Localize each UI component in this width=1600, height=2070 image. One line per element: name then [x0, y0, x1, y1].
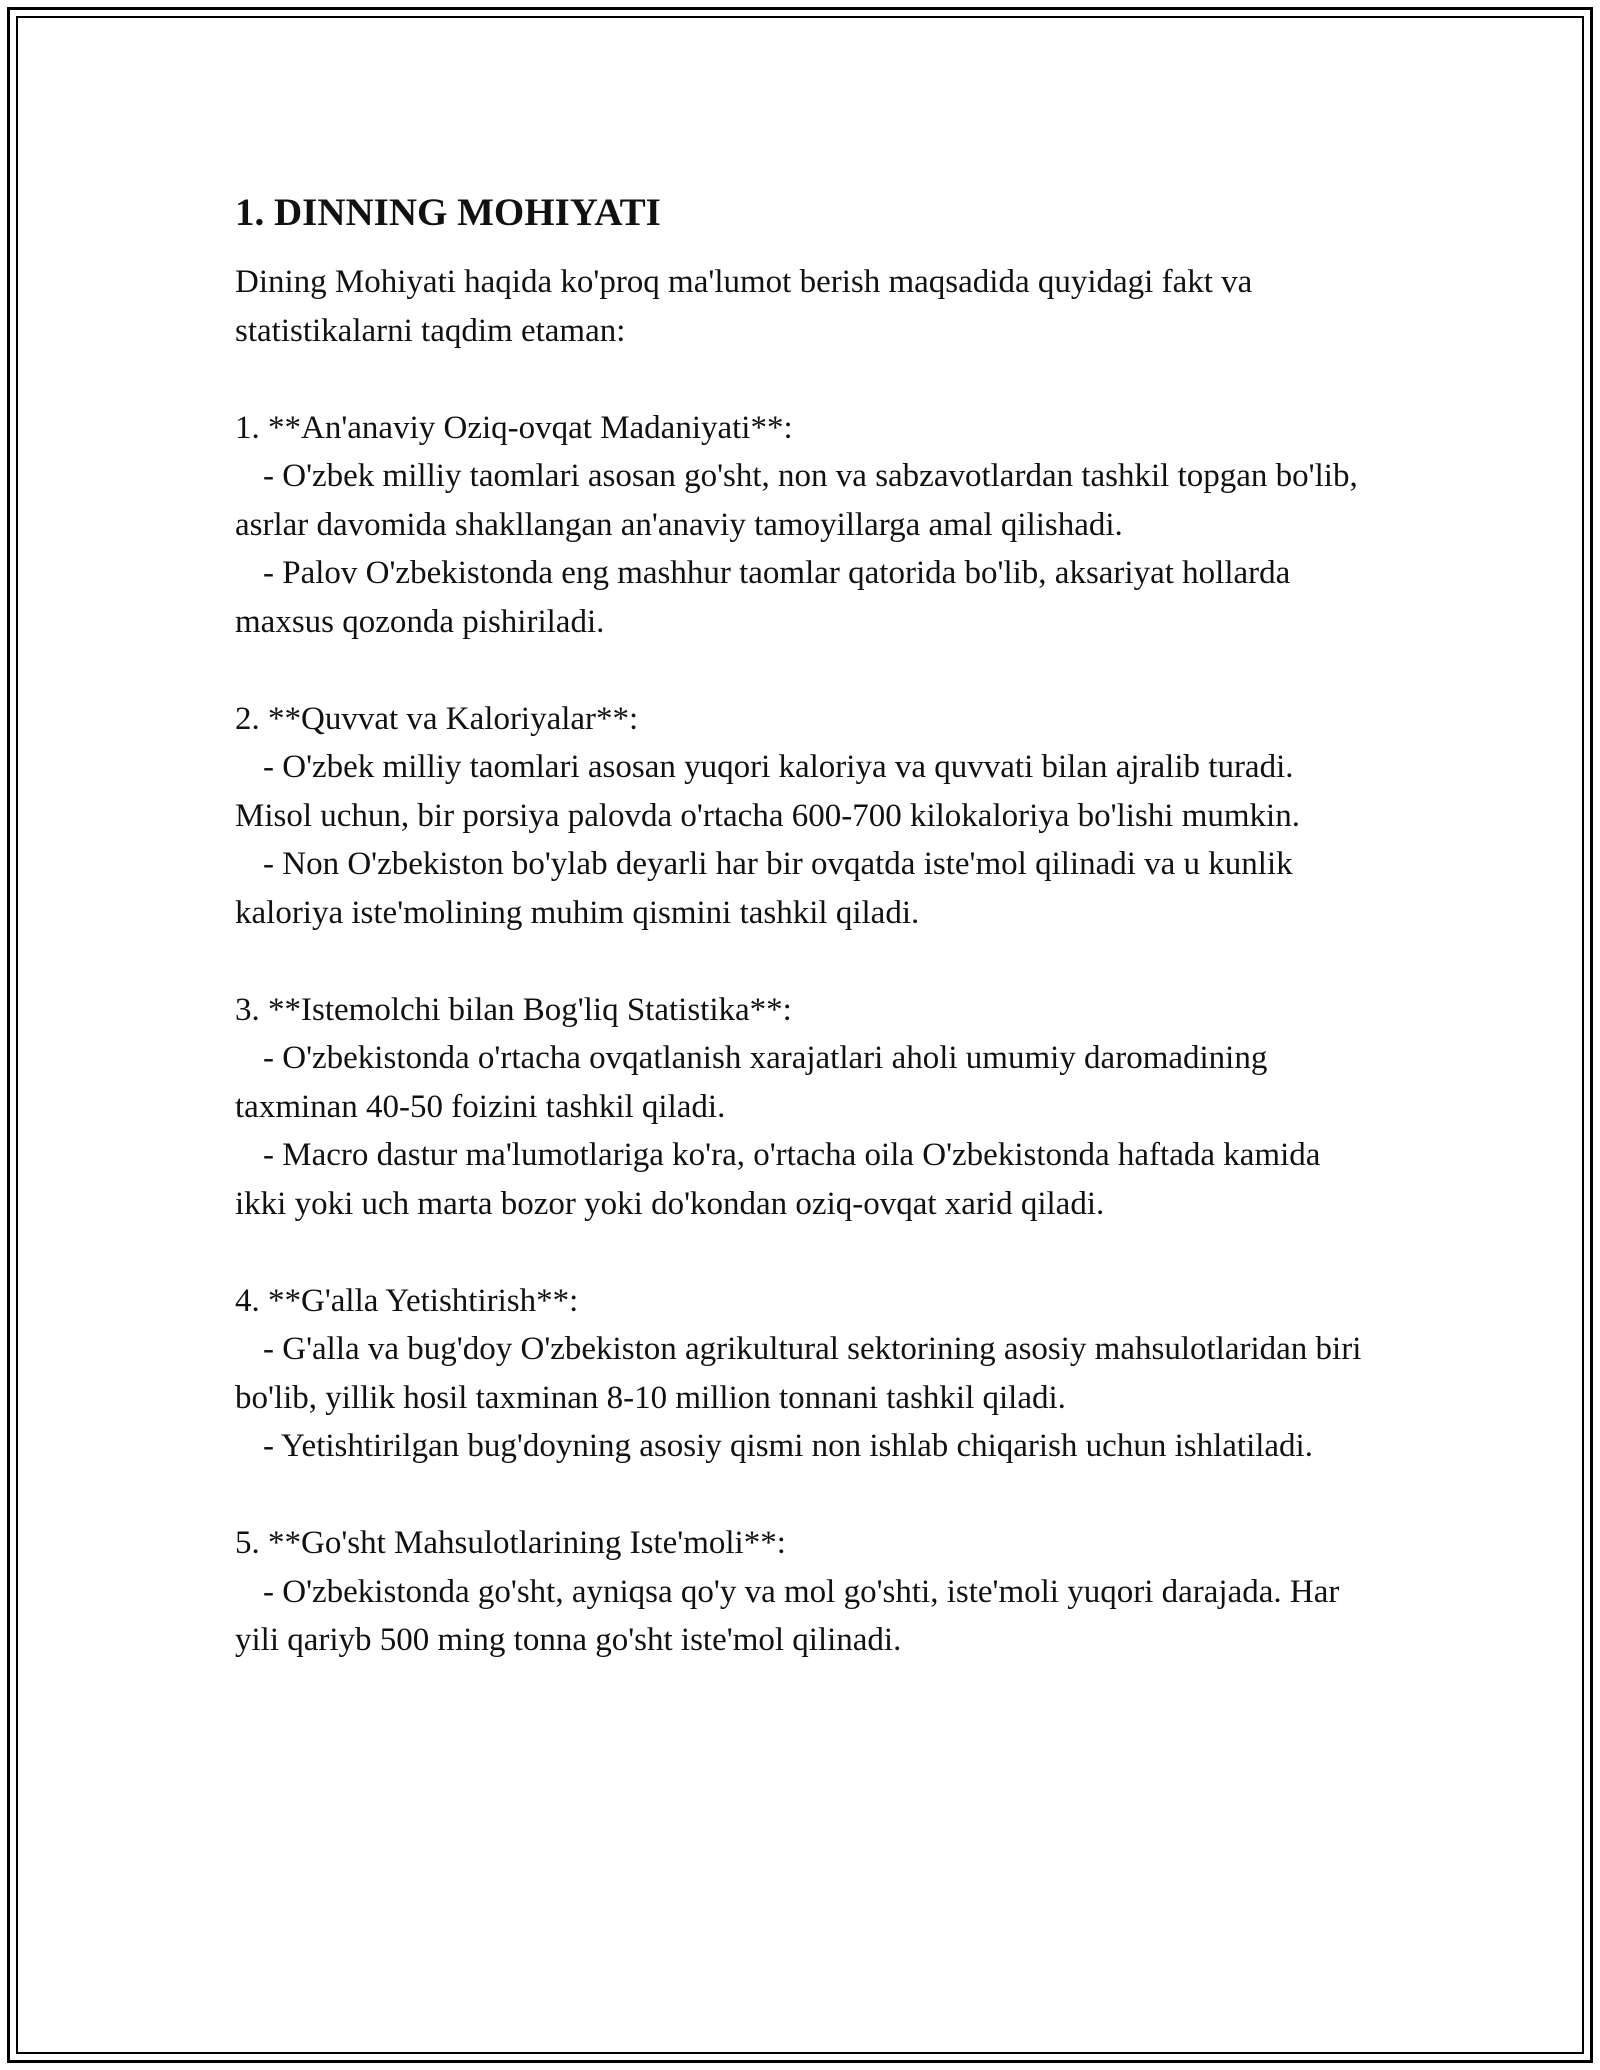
fact-bullet: - Palov O'zbekistonda eng mashhur taomlar qatorida bo'lib, aksariyat hollarda maxsus qozonda pishiriladi.	[235, 555, 1291, 640]
fact-title: 3. **Istemolchi bilan Bog'liq Statistika**:	[235, 991, 792, 1028]
fact-bullet: - O'zbek milliy taomlari asosan yuqori kaloriya va quvvati bilan ajralib turadi. Misol uchun, bir porsiya palovda o'rtacha 600-700 kilokaloriya bo'lishi mumkin.	[235, 749, 1300, 834]
fact-section-3	[235, 986, 1375, 1229]
fact-bullet: - Non O'zbekiston bo'ylab deyarli har bir ovqatda iste'mol qilinadi va u kunlik kaloriya iste'molining muhim qismini tashkil qiladi.	[235, 846, 1293, 931]
fact-title: 5. **Go'sht Mahsulotlarining Iste'moli**:	[235, 1525, 786, 1561]
fact-title: 4. **G'alla Yetishtirish**:	[235, 1282, 579, 1319]
fact-title: 1. **An'anaviy Oziq-ovqat Madaniyati**:	[235, 409, 793, 446]
fact-section-2	[235, 695, 1375, 938]
fact-section-5	[235, 1519, 1375, 1665]
fact-bullet: - Macro dastur ma'lumotlariga ko'ra, o'rtacha oila O'zbekistonda haftada kamida ikki yoki uch marta bozor yoki do'kondan oziq-ovqat xarid qiladi.	[235, 1137, 1321, 1222]
document-body	[235, 188, 1375, 1713]
fact-section-4	[235, 1277, 1375, 1471]
fact-bullet: - G'alla va bug'doy O'zbekiston agrikultural sektorining asosiy mahsulotlaridan biri bo'lib, yillik hosil taxminan 8-10 million tonnani tashkil qiladi.	[235, 1331, 1362, 1416]
intro-paragraph: Dining Mohiyati haqida ko'proq ma'lumot berish maqsadida quyidagi fakt va statistikalarni taqdim etaman:	[235, 264, 1253, 349]
section-heading: 1. DINNING MOHIYATI	[235, 191, 661, 234]
fact-bullet: - Yetishtirilgan bug'doyning asosiy qismi non ishlab chiqarish uchun ishlatiladi.	[263, 1428, 1313, 1464]
fact-title: 2. **Quvvat va Kaloriyalar**:	[235, 700, 639, 737]
fact-section-1	[235, 404, 1375, 647]
fact-bullet: - O'zbekistonda o'rtacha ovqatlanish xarajatlari aholi umumiy daromadining taxminan 40-50 foizini tashkil qiladi.	[235, 1040, 1268, 1125]
fact-bullet: - O'zbek milliy taomlari asosan go'sht, non va sabzavotlardan tashkil topgan bo'lib, asrlar davomida shakllangan an'anaviy tamoyillarga amal qilishadi.	[235, 458, 1358, 543]
fact-bullet: - O'zbekistonda go'sht, ayniqsa qo'y va mol go'shti, iste'moli yuqori darajada. Har yili qariyb 500 ming tonna go'sht iste'mol qilinadi.	[235, 1573, 1340, 1658]
